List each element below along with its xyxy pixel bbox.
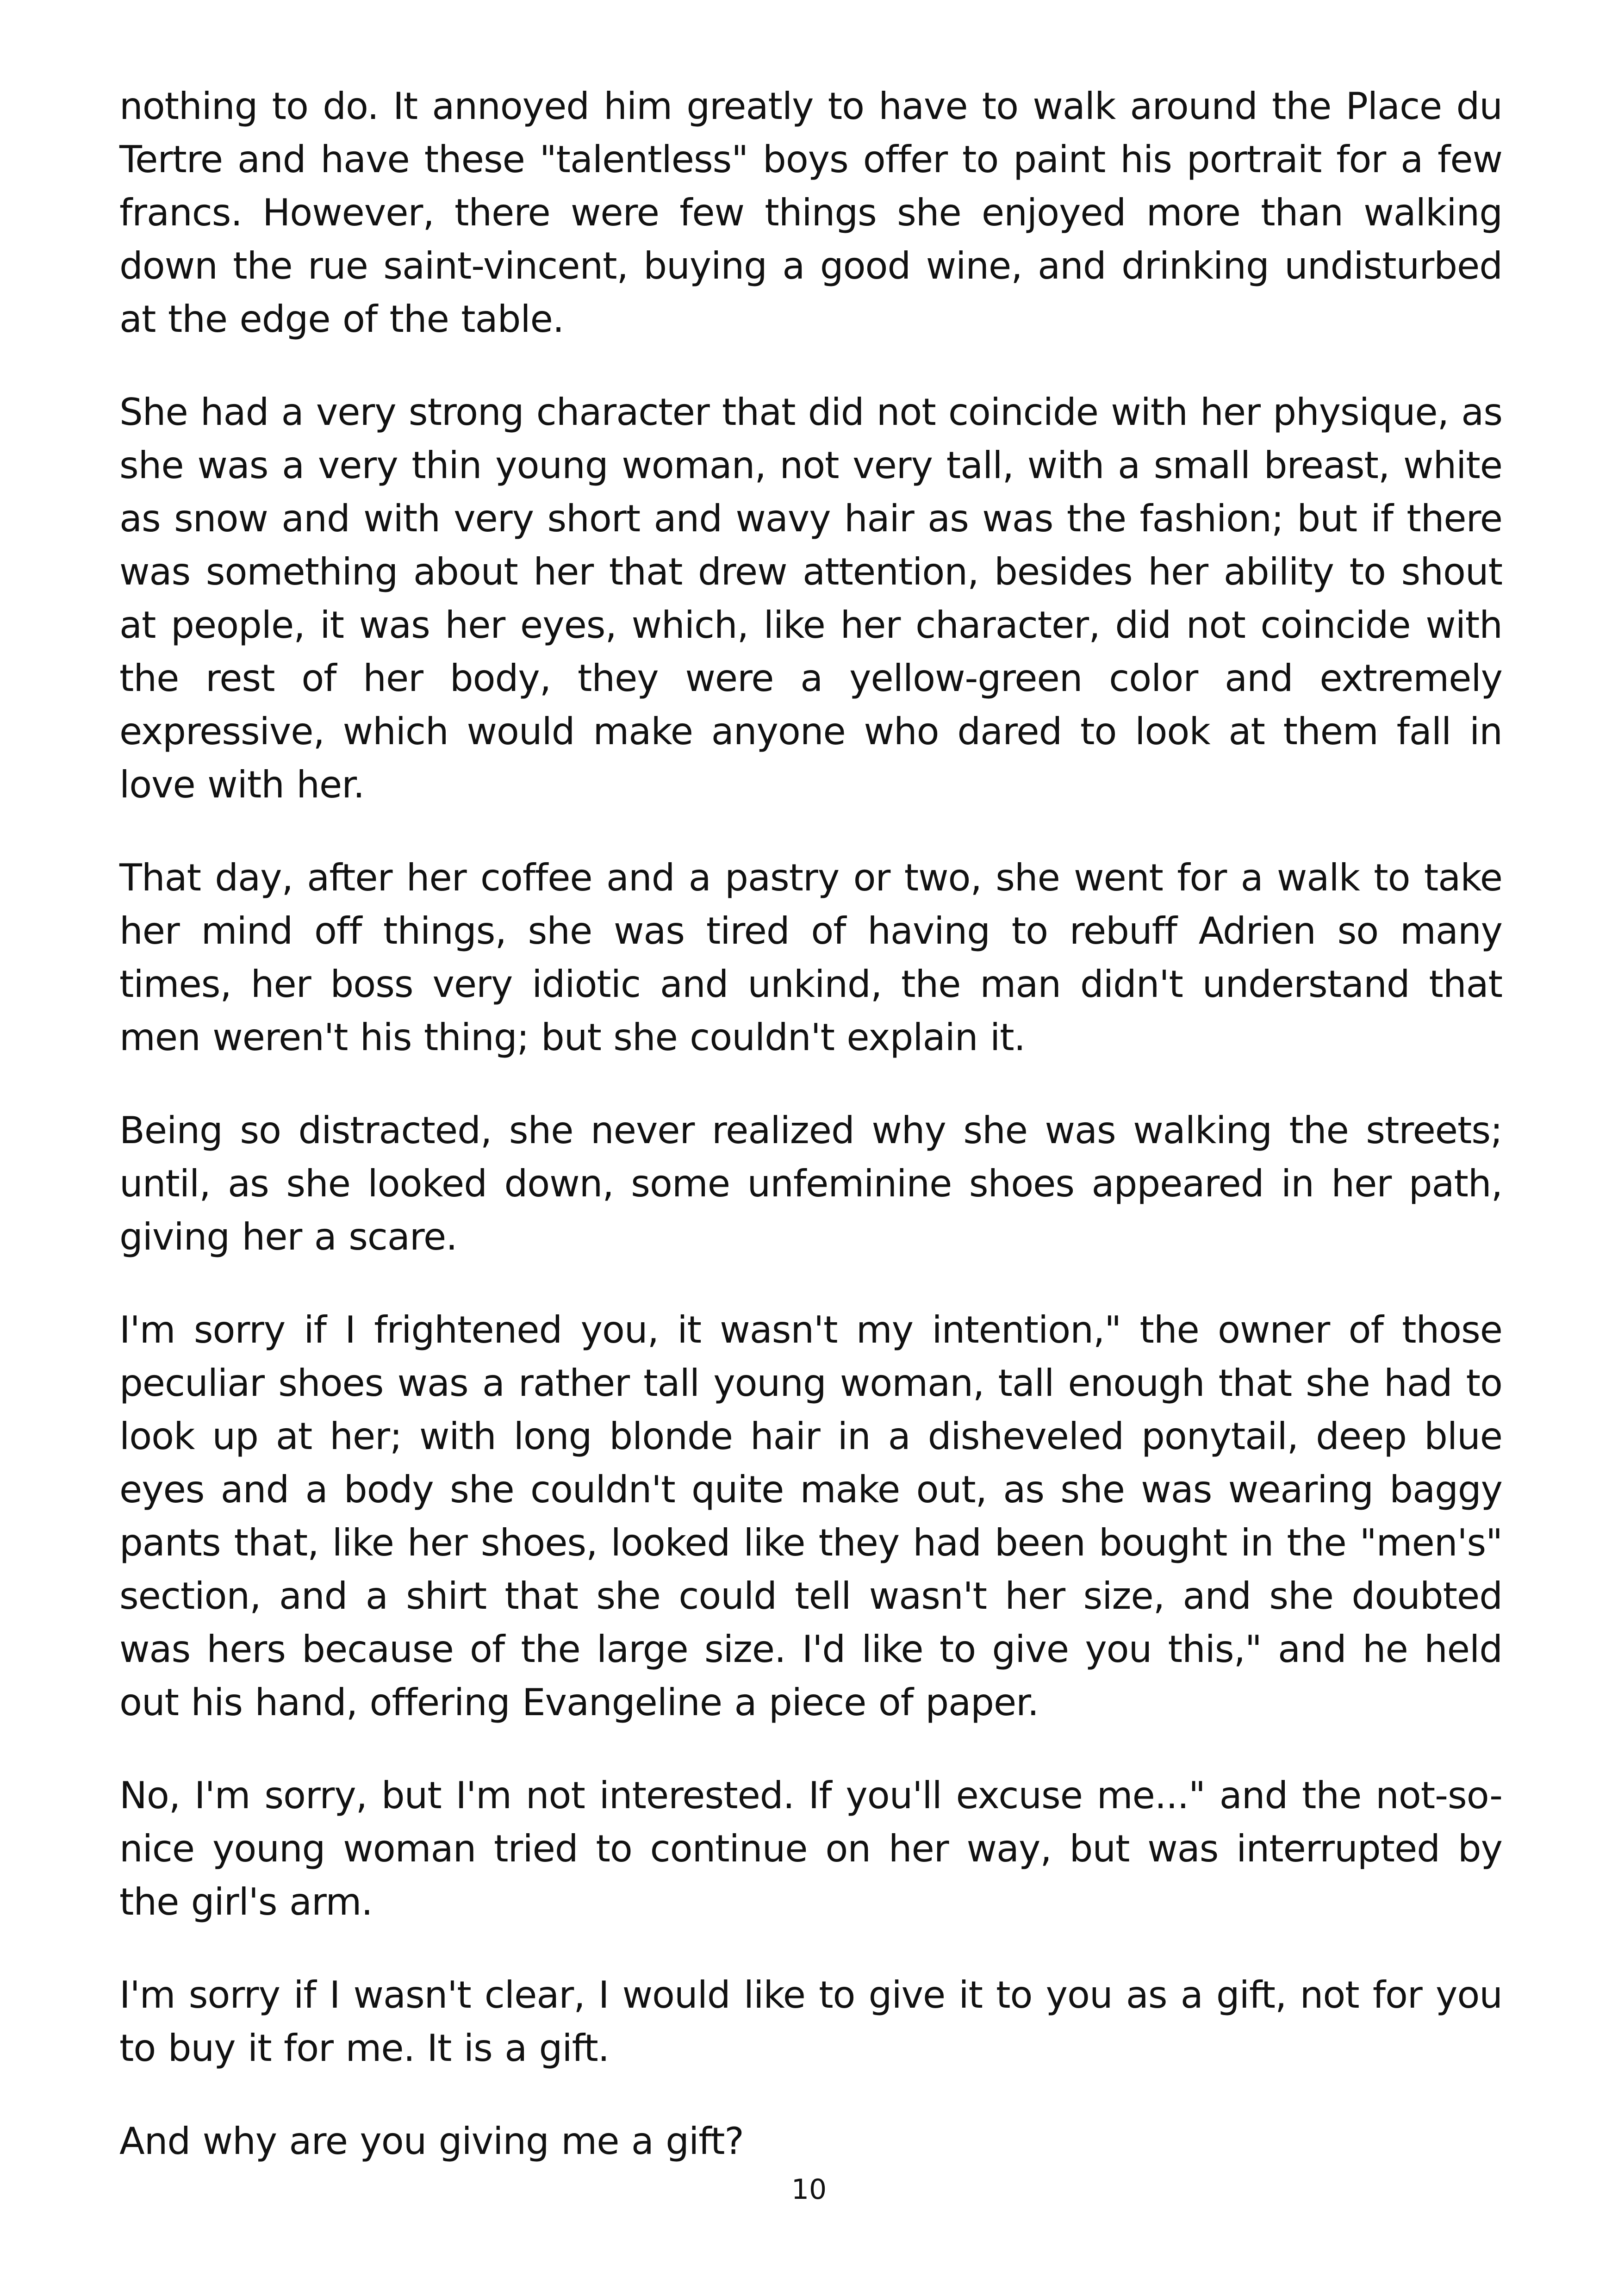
body-text [119,80,1502,2168]
paragraph: nothing to do. It annoyed him greatly to have to walk around the Place du Tertre and have these "talentless" boys offer to paint his portrait for a few francs. However, there were few things she enjoyed more than walking down the rue saint-vincent, buying a good wine, and drinking undisturbed at the edge of the table. [119,85,1502,341]
paragraph: She had a very strong character that did not coincide with her physique, as she was a very thin young woman, not very tall, with a small breast, white as snow and with very short and wavy hair as was the fashion; but if there was something about her that drew attention, besides her ability to shout at people, it was her eyes, which, like her character, did not coincide with the rest of her body, they were a yellow-green color and extremely expressive, which would make anyone who dared to look at them fall in love with her. [119,391,1502,806]
paragraph: No, I'm sorry, but I'm not interested. If you'll excuse me..." and the not-so-nice young woman tried to continue on her way, but was interrupted by the girl's arm. [119,1774,1502,1923]
paragraph: That day, after her coffee and a pastry or two, she went for a walk to take her mind off things, she was tired of having to rebuff Adrien so many times, her boss very idiotic and unkind, the man didn't understand that men weren't his thing; but she couldn't explain it. [119,856,1502,1059]
paragraph: I'm sorry if I frightened you, it wasn't my intention," the owner of those peculiar shoes was a rather tall young woman, tall enough that she had to look up at her; with long blonde hair in a disheveled ponytail, deep blue eyes and a body she couldn't quite make out, as she was wearing baggy pants that, like her shoes, looked like they had been bought in the "men's" section, and a shirt that she could tell wasn't her size, and she doubted was hers because of the large size. I'd like to give you this," and he held out his hand, offering Evangeline a piece of paper. [119,1308,1502,1724]
paragraph: And why are you giving me a gift? [119,2120,744,2163]
page-number: 10 [791,2173,827,2206]
paragraph: Being so distracted, she never realized why she was walking the streets; until, as she looked down, some unfeminine shoes appeared in her path, giving her a scare. [119,1109,1502,1258]
paragraph: I'm sorry if I wasn't clear, I would like to give it to you as a gift, not for you to buy it for me. It is a gift. [119,1973,1502,2070]
